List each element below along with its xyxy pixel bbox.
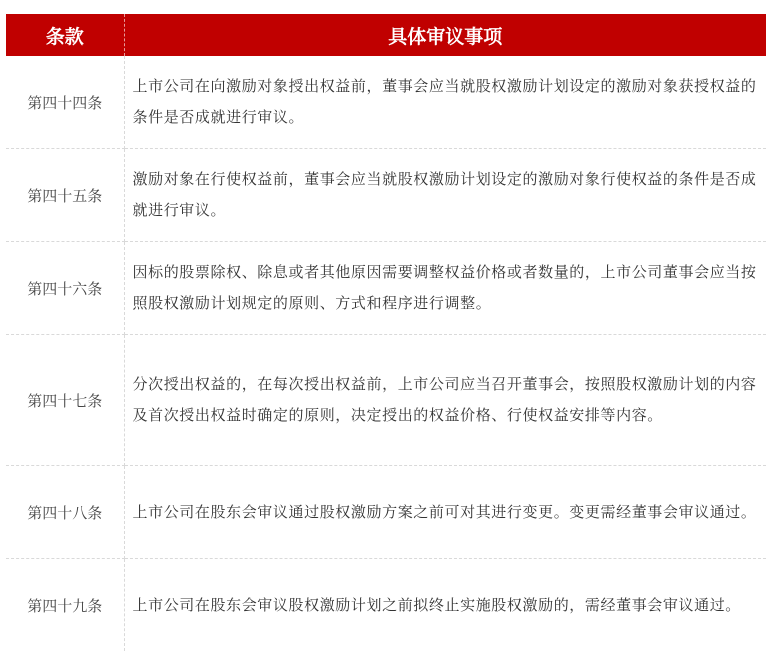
article-cell: 第四十九条 xyxy=(6,559,124,651)
article-cell: 第四十五条 xyxy=(6,149,124,242)
table-row xyxy=(6,559,766,651)
content-cell: 上市公司在股东会审议通过股权激励方案之前可对其进行变更。变更需经董事会审议通过。 xyxy=(124,466,766,559)
table-header xyxy=(6,14,766,56)
article-cell: 第四十七条 xyxy=(6,335,124,466)
content-cell: 上市公司在股东会审议股权激励计划之前拟终止实施股权激励的，需经董事会审议通过。 xyxy=(124,559,766,651)
article-cell: 第四十四条 xyxy=(6,56,124,149)
header-row xyxy=(6,14,766,56)
table-row xyxy=(6,149,766,242)
content-cell: 因标的股票除权、除息或者其他原因需要调整权益价格或者数量的，上市公司董事会应当按照股权激励计划规定的原则、方式和程序进行调整。 xyxy=(124,242,766,335)
content-cell: 上市公司在向激励对象授出权益前，董事会应当就股权激励计划设定的激励对象获授权益的条件是否成就进行审议。 xyxy=(124,56,766,149)
content-cell: 激励对象在行使权益前，董事会应当就股权激励计划设定的激励对象行使权益的条件是否成就进行审议。 xyxy=(124,149,766,242)
content-cell: 分次授出权益的，在每次授出权益前，上市公司应当召开董事会，按照股权激励计划的内容及首次授出权益时确定的原则，决定授出的权益价格、行使权益安排等内容。 xyxy=(124,335,766,466)
table-row xyxy=(6,335,766,466)
table-row xyxy=(6,56,766,149)
table-row xyxy=(6,242,766,335)
review-items-table xyxy=(6,14,766,651)
header-content: 具体审议事项 xyxy=(124,14,766,56)
table-body xyxy=(6,56,766,651)
article-cell: 第四十六条 xyxy=(6,242,124,335)
article-cell: 第四十八条 xyxy=(6,466,124,559)
table-row xyxy=(6,466,766,559)
header-article: 条款 xyxy=(6,14,124,56)
